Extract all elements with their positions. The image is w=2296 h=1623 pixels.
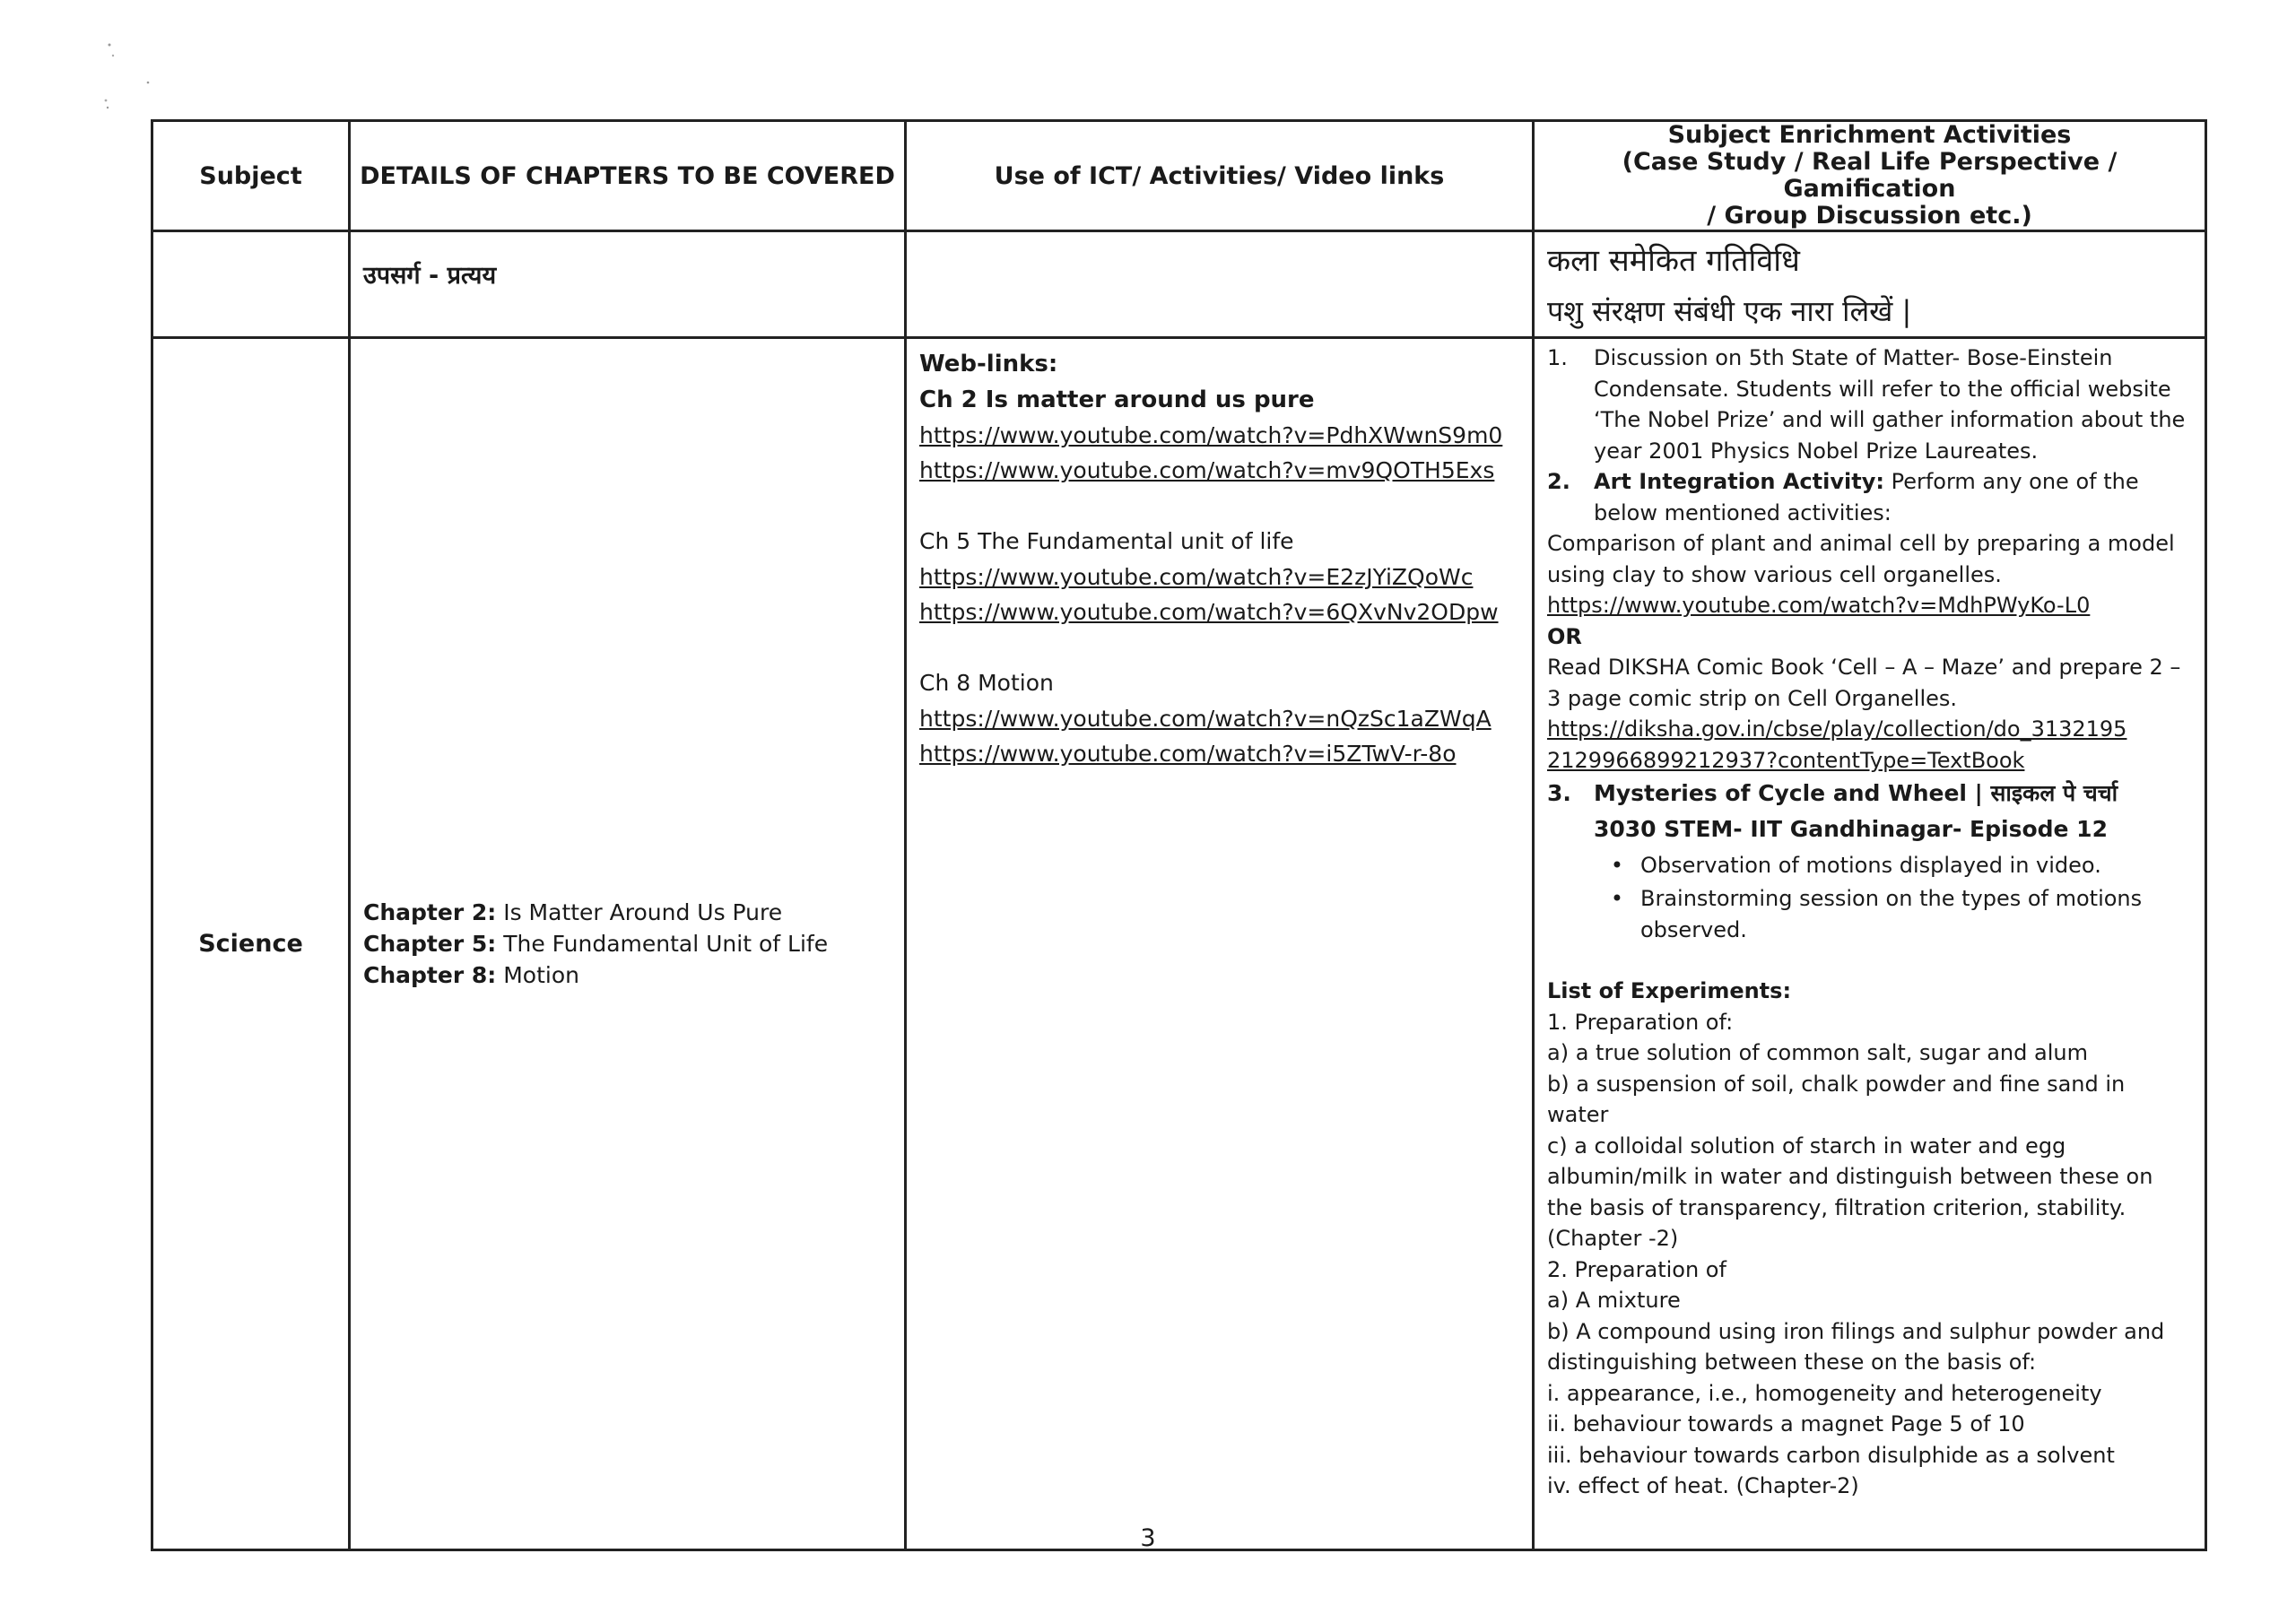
chapter-title: The Fundamental Unit of Life xyxy=(503,931,829,957)
link-group-title: Ch 8 Motion xyxy=(919,670,1054,696)
experiment-line: 1. Preparation of: xyxy=(1547,1009,1734,1035)
item-bold: Art Integration Activity: xyxy=(1594,469,1884,494)
page-number: 3 xyxy=(1140,1524,1156,1552)
activity-link[interactable]: https://diksha.gov.in/cbse/play/collection/do_3132195 xyxy=(1547,716,2127,742)
experiment-line: b) A compound using iron filings and sulphur powder and distinguishing between these on the basis of: xyxy=(1547,1318,2165,1375)
activity-link[interactable]: https://www.youtube.com/watch?v=MdhPWyKo-L0 xyxy=(1547,593,2091,618)
video-link[interactable]: https://www.youtube.com/watch?v=PdhXWwnS9m0 xyxy=(919,422,1503,448)
item-number: 2. xyxy=(1547,469,1570,494)
video-link[interactable]: https://www.youtube.com/watch?v=6QXvNv2ODpw xyxy=(919,599,1499,625)
bullet-icon: • xyxy=(1610,886,1624,911)
item-bold-line: Mysteries of Cycle and Wheel | साइकल पे चर्चा xyxy=(1594,780,2118,806)
bullet-item xyxy=(1547,847,2192,883)
chapter-title: Motion xyxy=(503,962,579,988)
chapter-title: Is Matter Around Us Pure xyxy=(503,899,783,925)
video-link[interactable]: https://www.youtube.com/watch?v=E2zJYiZQoWc xyxy=(919,564,1474,590)
item-number: 3. xyxy=(1547,780,1571,806)
science-subject: Science xyxy=(152,338,350,1550)
science-enrichment-cell xyxy=(1534,338,2206,1550)
experiment-line: a) a true solution of common salt, sugar and alum xyxy=(1547,1040,2088,1065)
hindi-chapter-cell xyxy=(350,231,906,338)
link-group-title: Ch 5 The Fundamental unit of life xyxy=(919,528,1294,554)
hindi-ict-cell xyxy=(906,231,1534,338)
chapter-label: Chapter 5: xyxy=(363,931,497,957)
experiments-heading: List of Experiments: xyxy=(1547,978,1792,1003)
hindi-row xyxy=(152,231,2206,338)
bullet-text: Observation of motions displayed in video. xyxy=(1640,853,2101,878)
video-link[interactable]: https://www.youtube.com/watch?v=mv9QOTH5Exs xyxy=(919,457,1495,483)
item-body: Perform any one of the below mentioned activities: xyxy=(1594,469,2139,525)
bullet-icon: • xyxy=(1610,853,1624,878)
chapter-label: Chapter 8: xyxy=(363,962,497,988)
chapter-label: Chapter 2: xyxy=(363,899,497,925)
bullet-item xyxy=(1547,883,2192,945)
activity-paragraph: Read DIKSHA Comic Book ‘Cell – A – Maze’ and prepare 2 – 3 page comic strip on Cell Organelles. xyxy=(1547,655,2181,711)
experiment-line: i. appearance, i.e., homogeneity and heterogeneity xyxy=(1547,1380,2102,1406)
enrichment-item xyxy=(1547,343,2192,466)
experiment-line: 2. Preparation of xyxy=(1547,1256,1726,1282)
experiment-line: b) a suspension of soil, chalk powder and fine sand in water xyxy=(1547,1071,2126,1127)
header-row xyxy=(152,121,2206,231)
item-text: Discussion on 5th State of Matter- Bose-Einstein Condensate. Students will refer to the official website ‘The Nobel Prize’ and will gather information about the year 2001 Physics Nobel Prize Laureates. xyxy=(1594,345,2186,464)
header-enrichment-line1: Subject Enrichment Activities xyxy=(1667,121,2072,149)
bullet-text: Brainstorming session on the types of motions observed. xyxy=(1640,886,2143,942)
header-ict: Use of ICT/ Activities/ Video links xyxy=(906,121,1534,231)
hindi-enrichment-line2: पशु संरक्षण संबंधी एक नारा लिखें | xyxy=(1547,294,1912,328)
header-enrichment xyxy=(1534,121,2206,231)
experiment-line: a) A mixture xyxy=(1547,1288,1681,1313)
experiment-line: c) a colloidal solution of starch in water and egg albumin/milk in water and distinguish between these on the basis of transparency, filtration criterion, stability. (Chapter -2) xyxy=(1547,1133,2153,1251)
hindi-subject-cell xyxy=(152,231,350,338)
video-link[interactable]: https://www.youtube.com/watch?v=i5ZTwV-r-8o xyxy=(919,741,1457,767)
weblinks-heading: Web-links: xyxy=(919,351,1058,378)
header-subject: Subject xyxy=(152,121,350,231)
chapter-line xyxy=(363,928,891,959)
hindi-enrichment-cell xyxy=(1534,231,2206,338)
chapter-line xyxy=(363,959,891,991)
activity-paragraph: Comparison of plant and animal cell by preparing a model using clay to show various cell organelles. xyxy=(1547,531,2175,587)
experiment-line: iv. effect of heat. (Chapter-2) xyxy=(1547,1473,1859,1498)
syllabus-table xyxy=(151,119,2207,1551)
item-text xyxy=(1594,776,2118,847)
experiment-line: iii. behaviour towards carbon disulphide as a solvent xyxy=(1547,1442,2115,1468)
enrichment-item xyxy=(1547,466,2192,528)
item-bold-line: 3030 STEM- IIT Gandhinagar- Episode 12 xyxy=(1594,816,2108,842)
activity-link[interactable]: 2129966899212937?contentType=TextBook xyxy=(1547,747,2025,773)
item-text xyxy=(1594,466,2192,528)
link-group-title: Ch 2 Is matter around us pure xyxy=(919,386,1315,413)
hindi-enrichment-line1: कला समेकित गतिविधि xyxy=(1547,243,1800,279)
enrichment-item xyxy=(1547,776,2192,847)
header-enrichment-line3: / Group Discussion etc.) xyxy=(1707,202,2032,230)
science-links-cell xyxy=(906,338,1534,1550)
video-link[interactable]: https://www.youtube.com/watch?v=nQzSc1aZWqA xyxy=(919,706,1492,732)
chapter-line xyxy=(363,897,891,928)
or-separator: OR xyxy=(1547,623,1582,649)
hindi-chapter: उपसर्ग - प्रत्यय xyxy=(363,262,497,290)
science-row xyxy=(152,338,2206,1550)
item-number: 1. xyxy=(1547,345,1568,370)
header-details: DETAILS OF CHAPTERS TO BE COVERED xyxy=(350,121,906,231)
experiment-line: ii. behaviour towards a magnet Page 5 of 10 xyxy=(1547,1411,2025,1436)
science-chapters-cell xyxy=(350,338,906,1550)
scan-specks xyxy=(99,36,152,117)
header-enrichment-line2: (Case Study / Real Life Perspective / Gamification xyxy=(1622,148,2118,203)
